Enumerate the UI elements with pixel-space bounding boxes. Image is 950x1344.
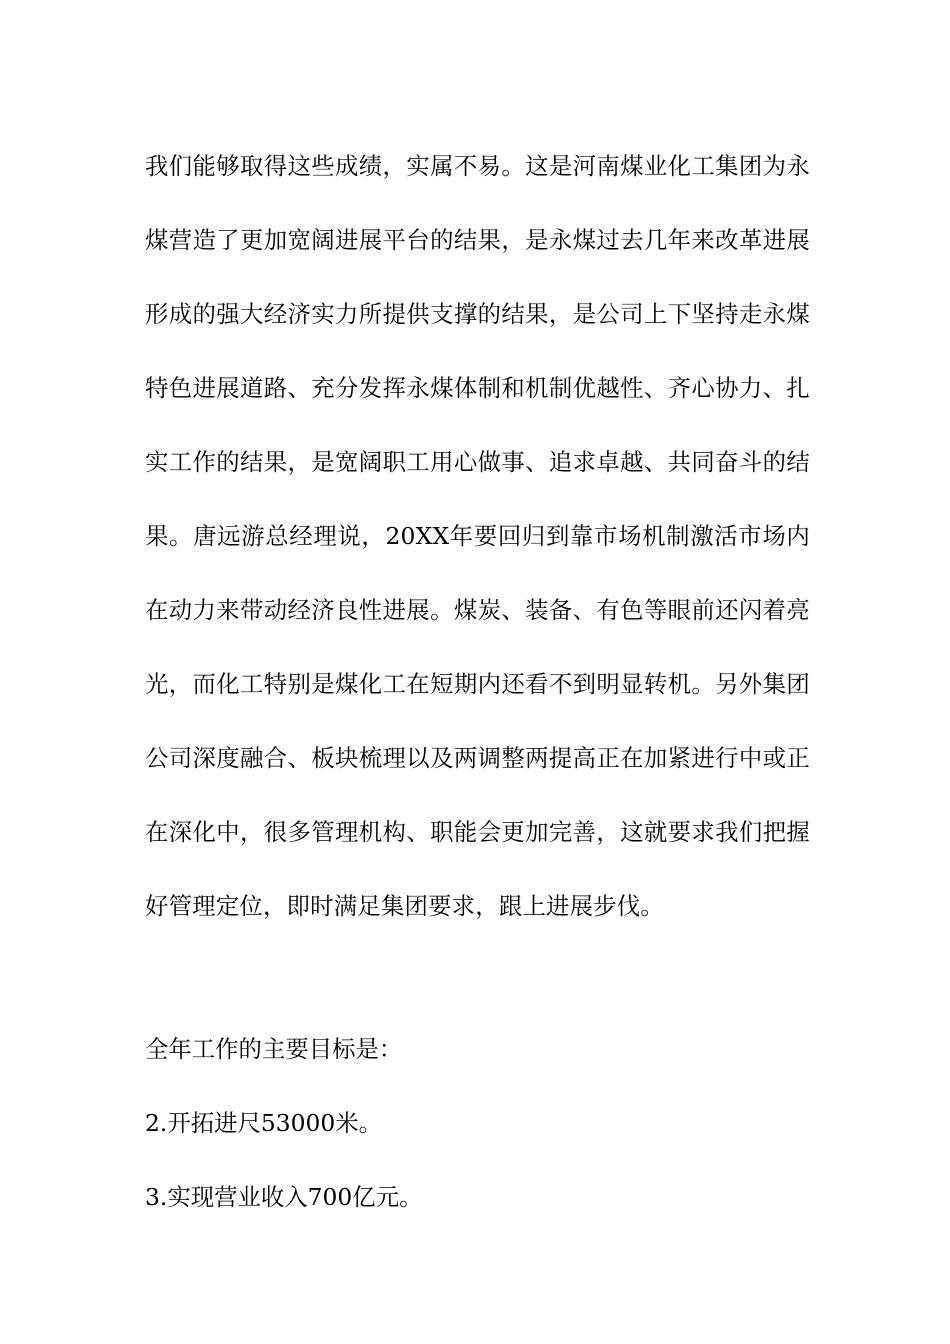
goal-item: 3.实现营业收入700亿元。 — [145, 1183, 423, 1211]
goal-item: 2.开拓进尺53000米。 — [145, 1109, 383, 1137]
body-paragraph: 我们能够取得这些成绩，实属不易。这是河南煤业化工集团为永煤营造了更加宽阔进展平台的结果，是永煤过去几年来改革进展形成的强大经济实力所提供支撑的结果，是公司上下坚持走永煤特色进展道路、充分发挥永煤体制和机制优越性、齐心协力、扎实工作的结果，是宽阔职工用心做事、追求卓越、共同奋斗的结果。唐远游总经理说，20XX年要回归到靠市场机制激活市场内在动力来带动经济良性进展。煤炭、装备、有色等眼前还闪着亮光，而化工特别是煤化工在短期内还看不到明显转机。另外集团公司深度融合、板块梳理以及两调整两提高正在加紧进行中或正在深化中，很多管理机构、职能会更加完善，这就要求我们把握好管理定位，即时满足集团要求，跟上进展步伐。 — [145, 152, 810, 920]
goals-heading: 全年工作的主要目标是： — [145, 1035, 403, 1063]
